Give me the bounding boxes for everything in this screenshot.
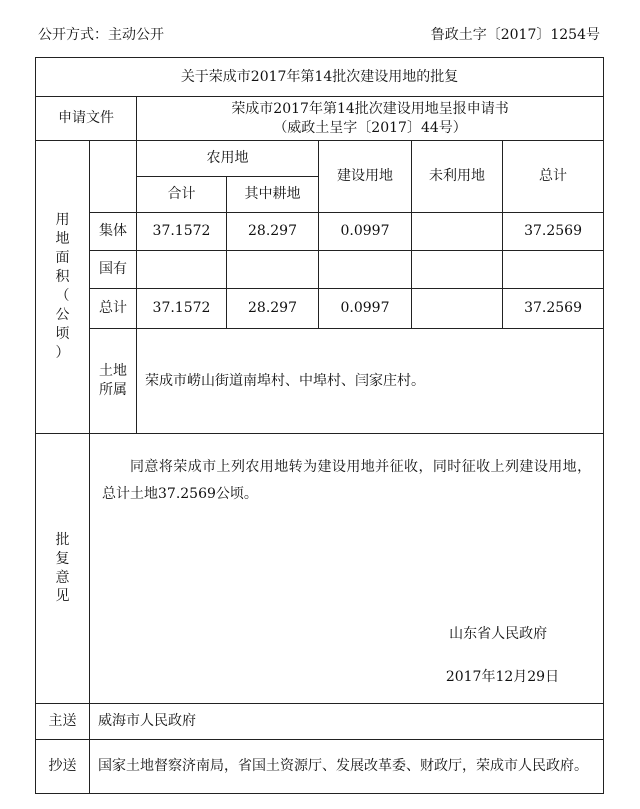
- total-cell: [503, 251, 604, 289]
- total-header: 总计: [503, 141, 604, 213]
- application-number: （威政土呈字〔2017〕44号）: [273, 119, 467, 136]
- unused-cell: [412, 251, 503, 289]
- unused-cell: [412, 213, 503, 251]
- document-title: 关于荣成市2017年第14批次建设用地的批复: [36, 58, 604, 97]
- issuing-authority: 山东省人民政府: [449, 626, 548, 643]
- farmland-cell: 28.297: [227, 289, 319, 329]
- application-label: 申请文件: [36, 97, 137, 141]
- agri-subtotal-cell: 37.1572: [137, 213, 227, 251]
- row-label: 总计: [90, 289, 137, 329]
- construction-cell: 0.0997: [319, 213, 412, 251]
- approval-opinion-label: 批 复 意 见: [36, 434, 90, 704]
- application-document: [137, 97, 604, 141]
- total-cell: 37.2569: [503, 213, 604, 251]
- farmland-header: 其中耕地: [227, 177, 319, 213]
- total-cell: 37.2569: [503, 289, 604, 329]
- approval-form-table: [35, 57, 604, 794]
- main-recipient-value: 威海市人民政府: [90, 704, 604, 740]
- agri-subtotal-header: 合计: [137, 177, 227, 213]
- farmland-cell: [227, 251, 319, 289]
- approval-date: 2017年12月29日: [445, 669, 560, 686]
- document-number: 鲁政土字〔2017〕1254号: [430, 27, 600, 43]
- land-ownership-label: 土地 所属: [90, 329, 137, 434]
- unused-cell: [412, 289, 503, 329]
- land-ownership-value: 荣成市崂山街道南埠村、中埠村、闫家庄村。: [137, 329, 604, 434]
- agricultural-land-header: 农用地: [137, 141, 319, 177]
- table-row: [36, 251, 604, 289]
- disclosure-mode: 公开方式：主动公开: [38, 27, 164, 43]
- main-recipient-label: 主送: [36, 704, 90, 740]
- construction-land-header: 建设用地: [319, 141, 412, 213]
- approval-text: 同意将荣成市上列农用地转为建设用地并征收，同时征收上列建设用地，总计土地37.2569公顷。: [102, 459, 592, 502]
- agri-subtotal-cell: 37.1572: [137, 289, 227, 329]
- row-label: 集体: [90, 213, 137, 251]
- construction-cell: [319, 251, 412, 289]
- table-row: [36, 289, 604, 329]
- farmland-cell: 28.297: [227, 213, 319, 251]
- unused-land-header: 未利用地: [412, 141, 503, 213]
- row-label: 国有: [90, 251, 137, 289]
- cc-value: 国家土地督察济南局，省国土资源厅、发展改革委、财政厅，荣成市人民政府。: [90, 740, 604, 794]
- application-title: 荣成市2017年第14批次建设用地呈报申请书: [231, 100, 509, 117]
- cc-label: 抄送: [36, 740, 90, 794]
- construction-cell: 0.0997: [319, 289, 412, 329]
- land-area-side-label: 用 地 面 积 （ 公 顷 ）: [36, 141, 90, 434]
- row-label-header-blank: [90, 141, 137, 213]
- approval-opinion-body: [90, 434, 604, 704]
- agri-subtotal-cell: [137, 251, 227, 289]
- table-row: [36, 213, 604, 251]
